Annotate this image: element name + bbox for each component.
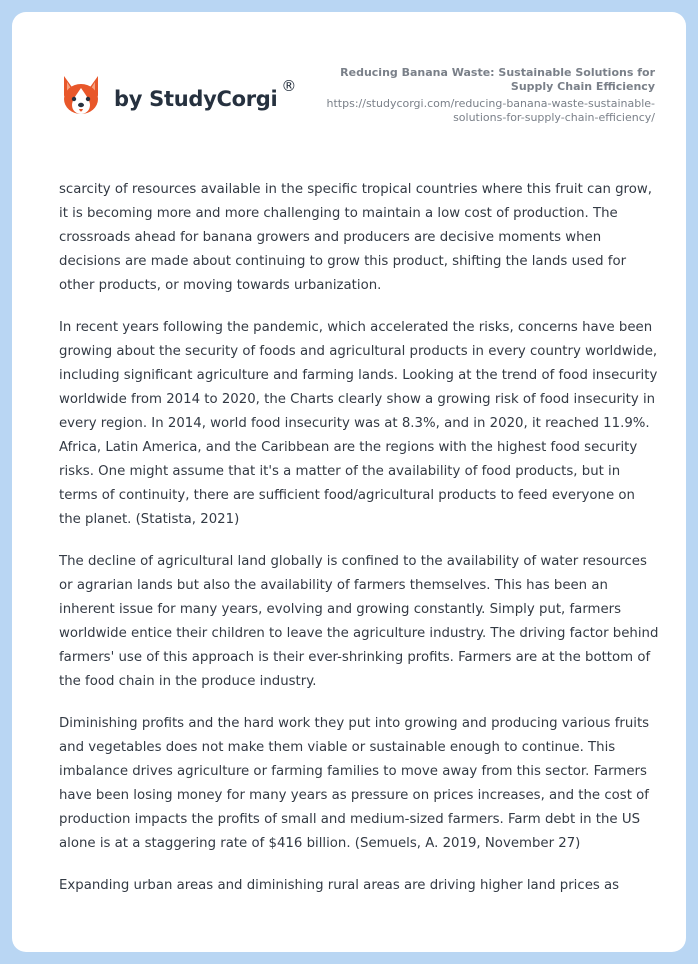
paragraph: Diminishing profits and the hard work they put into growing and producing various fruits and vegetables does not make them viable or sustainable enough to continue. This imbalance drives agriculture or farming families to move away from this sector. Farmers have been losing money for many years as pressure on prices increases, and the cost of production impacts the profits of small and medium-sized farmers. Farm debt in the US alone is at a staggering rate of $416 billion. (Semuels, A. 2019, November 27) — [59, 716, 650, 851]
corgi-logo-icon — [60, 74, 102, 118]
document-url[interactable]: https://studycorgi.com/reducing-banana-waste-sustainable-solutions-for-supply-chain-efficiency/ — [326, 97, 655, 124]
registered-mark: ® — [281, 77, 297, 95]
paragraph: In recent years following the pandemic, which accelerated the risks, concerns have been growing about the security of foods and agricultural products in every country worldwide, including significant agriculture and farming lands. Looking at the trend of food insecurity worldwide from 2014 to 2020, the Charts clearly show a growing risk of food insecurity in every region. In 2014, world food insecurity was at 8.3%, and in 2020, it reached 11.9%. Africa, Latin America, and the Caribbean are the regions with the highest food security risks. One might assume that it's a matter of the availability of food products, but in terms of continuity, there are sufficient food/agricultural products to feed everyone on the planet. (Statista, 2021) — [59, 320, 658, 527]
document-body — [59, 178, 659, 916]
document-title: Reducing Banana Waste: Sustainable Solutions for Supply Chain Efficiency — [340, 66, 655, 93]
paragraph: scarcity of resources available in the specific tropical countries where this fruit can grow, it is becoming more and more challenging to maintain a low cost of production. The crossroads ahead for banana growers and producers are decisive moments when decisions are made about continuing to grow this product, shifting the lands used for other products, or moving towards urbanization. — [59, 182, 652, 293]
document-page — [12, 12, 686, 952]
logo-text: by StudyCorgi — [114, 87, 278, 111]
paragraph: The decline of agricultural land globally is confined to the availability of water resources or agrarian lands but also the availability of farmers themselves. This has been an inherent issue for many years, evolving and growing constantly. Simply put, farmers worldwide entice their children to leave the agriculture industry. The driving factor behind farmers' use of this approach is their ever-shrinking profits. Farmers are at the bottom of the food chain in the produce industry. — [59, 554, 659, 689]
paragraph: Expanding urban areas and diminishing rural areas are driving higher land prices as — [59, 878, 620, 893]
studycorgi-logo[interactable] — [60, 74, 296, 118]
document-meta — [295, 66, 655, 125]
